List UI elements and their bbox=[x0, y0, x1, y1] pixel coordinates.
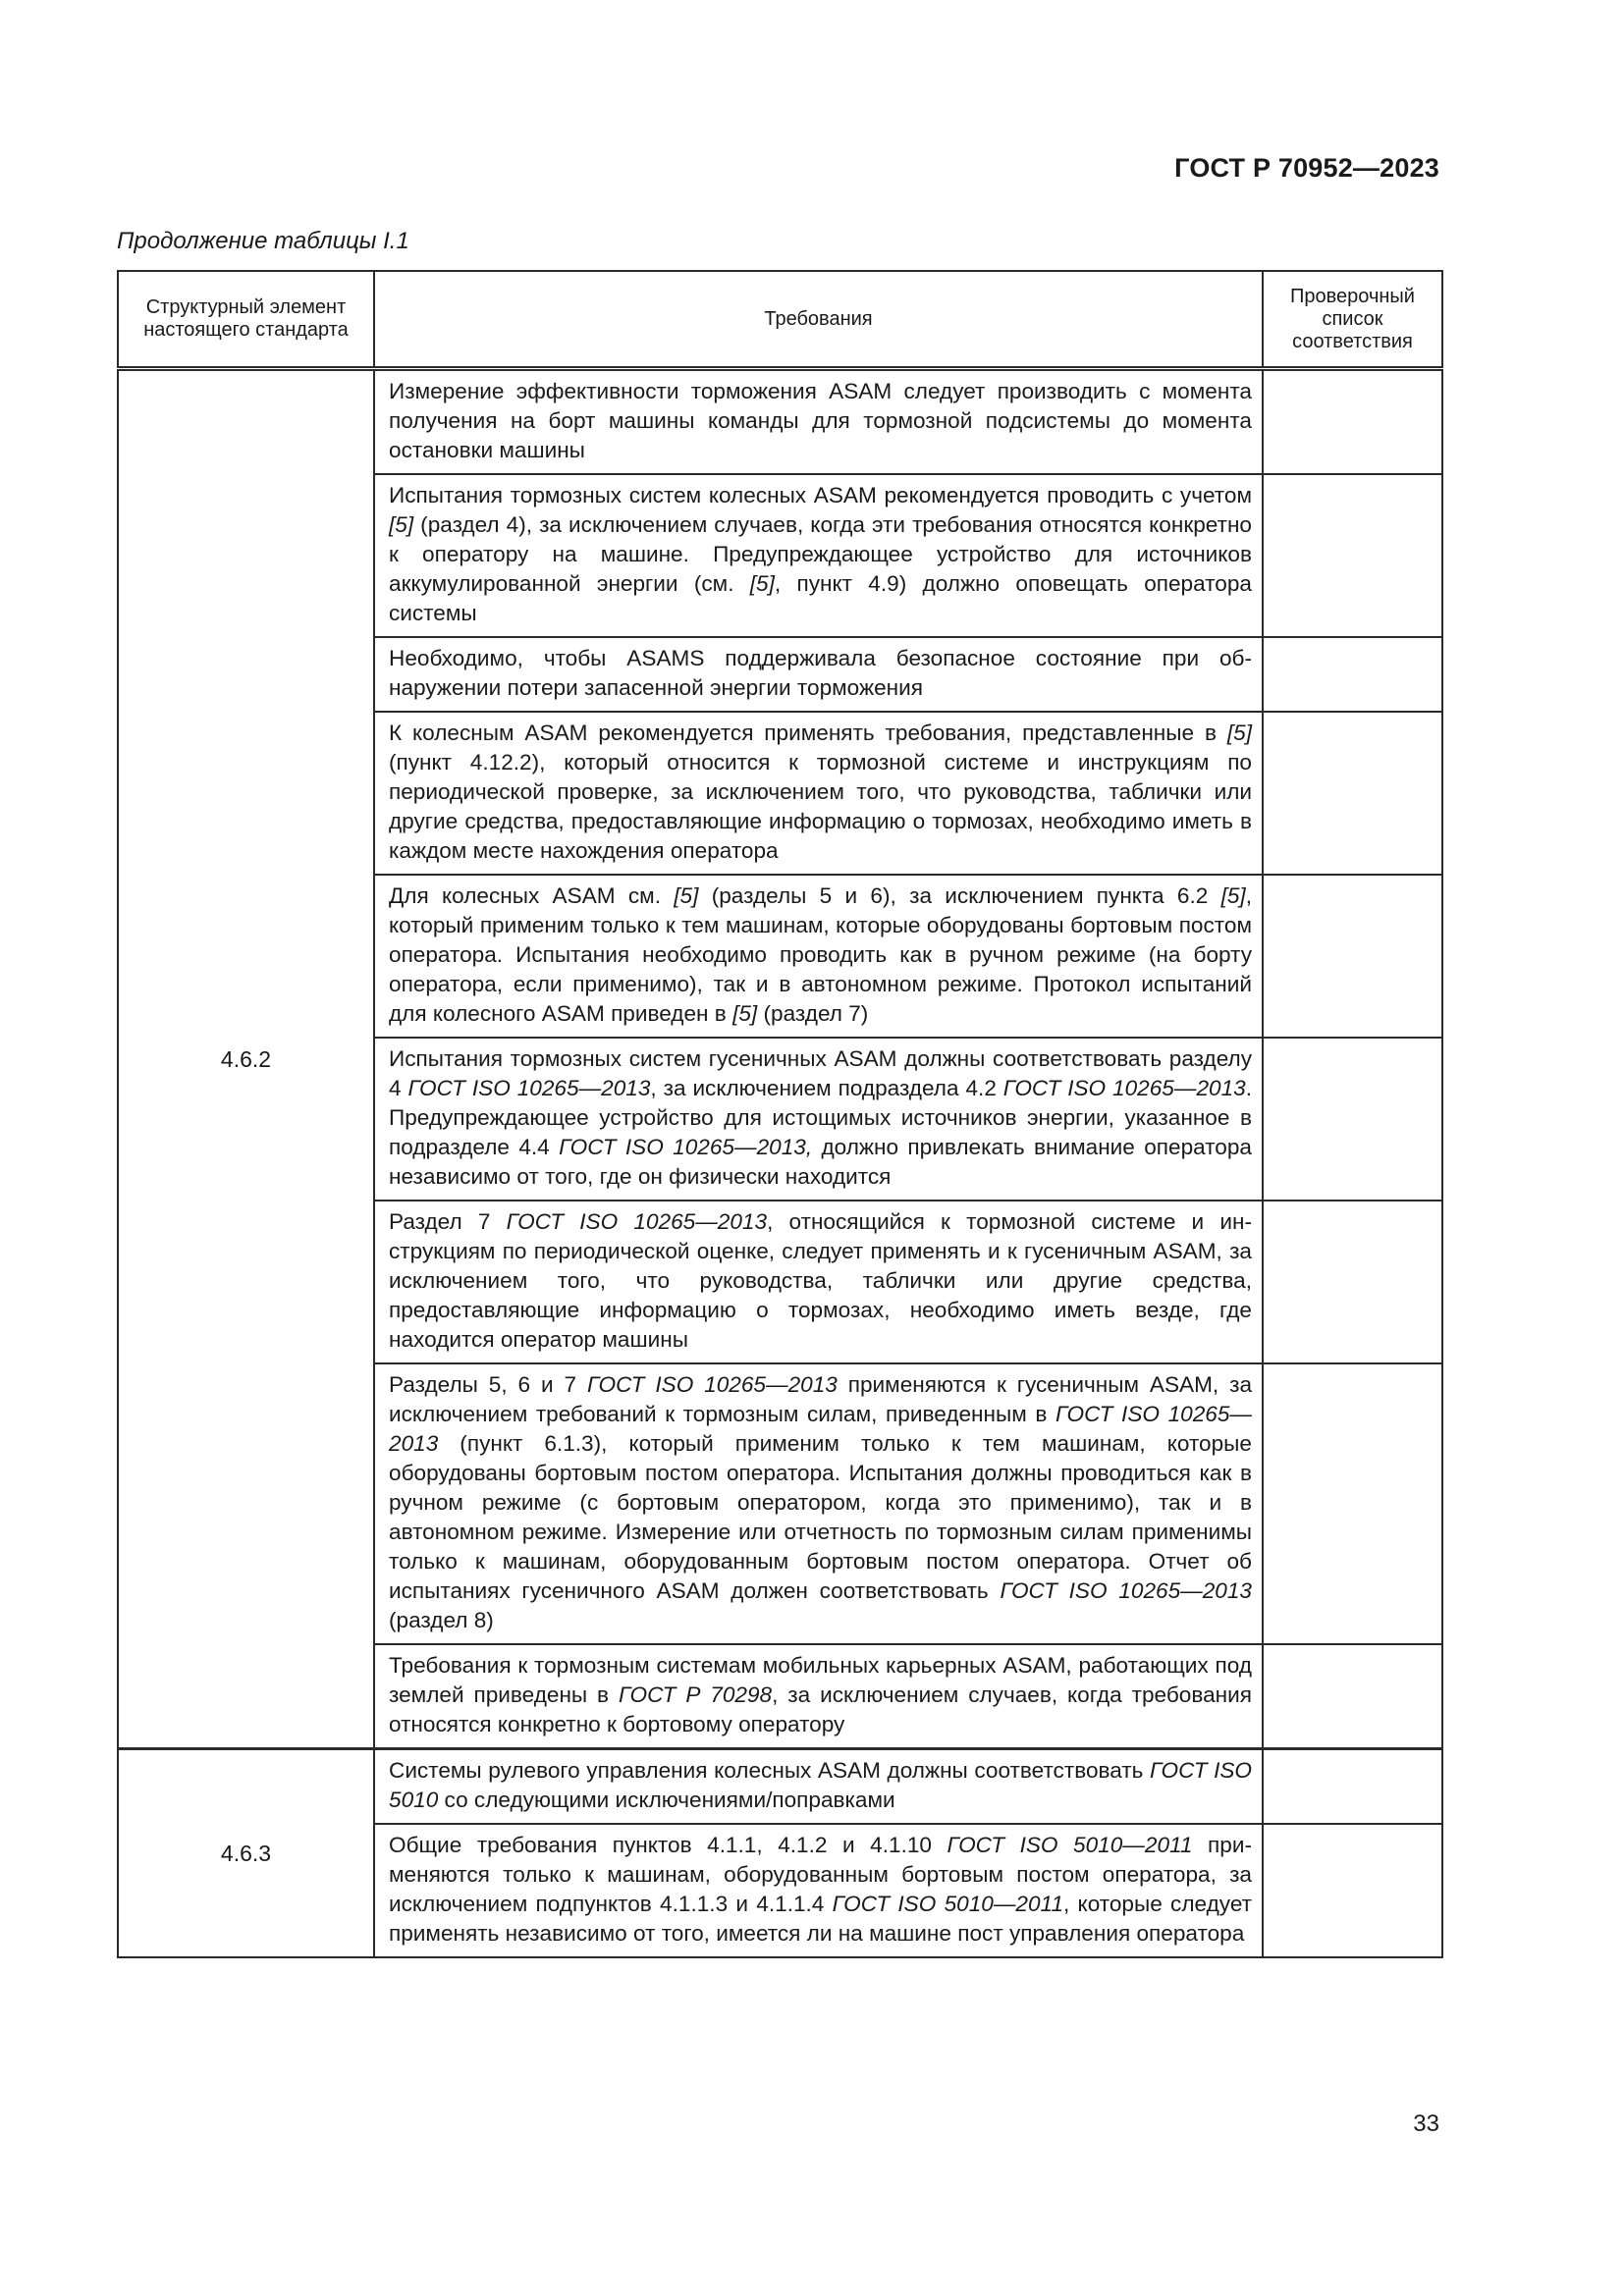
reference-text: ГОСТ ISO 5010—2011 bbox=[947, 1833, 1193, 1857]
requirement-cell bbox=[374, 1749, 1263, 1825]
reference-text: [5] bbox=[732, 1001, 758, 1026]
requirement-text: Для колесных ASAM см. bbox=[389, 883, 675, 908]
requirement-text: (раздел 7) bbox=[757, 1001, 869, 1026]
requirement-cell bbox=[374, 712, 1263, 875]
header-checklist: Проверочный список соответствия bbox=[1263, 271, 1442, 369]
reference-text: ГОСТ ISO 10265—2013 bbox=[1002, 1076, 1246, 1100]
requirement-text: должно привлекать внимание оператора независимо от того, где он физически находится bbox=[389, 1135, 1252, 1189]
reference-text: ГОСТ ISO 10265—2013 bbox=[586, 1372, 838, 1397]
checklist-cell[interactable] bbox=[1263, 1824, 1442, 1957]
checklist-cell[interactable] bbox=[1263, 875, 1442, 1038]
requirement-cell bbox=[374, 369, 1263, 475]
checklist-cell[interactable] bbox=[1263, 474, 1442, 637]
requirement-text: Общие требования пунктов 4.1.1, 4.1.2 и 4.1.10 bbox=[389, 1833, 947, 1857]
checklist-cell[interactable] bbox=[1263, 1749, 1442, 1825]
requirement-cell bbox=[374, 637, 1263, 712]
page-number: 33 bbox=[1413, 2110, 1439, 2137]
document-id-header: ГОСТ Р 70952—2023 bbox=[1174, 153, 1439, 183]
header-element: Структурный элемент настоящего стандарта bbox=[118, 271, 374, 369]
reference-text: ГОСТ ISO 5010 bbox=[389, 1758, 1252, 1812]
reference-text: ГОСТ ISO 10265—2013 bbox=[506, 1209, 768, 1234]
requirement-cell bbox=[374, 1038, 1263, 1201]
checklist-cell[interactable] bbox=[1263, 369, 1442, 475]
requirement-text: К колесным ASAM рекомендуется применять требования, представленные в bbox=[389, 721, 1227, 745]
checklist-cell[interactable] bbox=[1263, 1644, 1442, 1749]
reference-text: ГОСТ Р 70298 bbox=[618, 1682, 773, 1707]
reference-text: ГОСТ ISO 10265—2013 bbox=[1000, 1578, 1252, 1603]
requirement-text: Измерение эффективности торможения ASAM следует производить с момента получения на борт машины команды для тормозной подсистемы до момента остановки машины bbox=[389, 379, 1252, 462]
requirement-text: Системы рулевого управления колесных ASAM должны соответствовать bbox=[389, 1758, 1151, 1783]
requirement-text: (пункт 6.1.3), который применим только к тем машинам, которые оборудованы бортовым постом оператора. Испытания должны проводиться как в ручном режиме (с бортовым оператором, когда это применимо), так и в автономном режиме. Измерение или отчетность по тормозным силам применимы только к машинам, оборудованным бортовым постом оператора. Отчет об испытаниях гусеничного ASAM должен соответствовать bbox=[389, 1431, 1252, 1603]
reference-text: [5] bbox=[1226, 721, 1252, 745]
requirement-text: , которые следует применять независимо от того, имеется ли на машине пост управления оператора bbox=[389, 1892, 1252, 1946]
requirement-text: , за исключением подраздела 4.2 bbox=[650, 1076, 1003, 1100]
requirement-text: применяются только к машинам, оборудованным бортовым постом оператора, за исключением подпунктов 4.1.1.3 и 4.1.1.4 bbox=[389, 1833, 1253, 1916]
requirement-text: Раздел 7 bbox=[389, 1209, 507, 1234]
table-caption: Продолжение таблицы I.1 bbox=[117, 228, 409, 254]
requirement-text: Требования к тормозным системам мобильных карьерных ASAM, работающих под землей приведены в bbox=[389, 1653, 1252, 1707]
requirement-cell bbox=[374, 1644, 1263, 1749]
table-body bbox=[118, 369, 1442, 1958]
table-row bbox=[118, 369, 1442, 475]
reference-text: [5] bbox=[1220, 883, 1246, 908]
requirement-text: со следующими исключениями/поправками bbox=[438, 1788, 895, 1812]
requirement-text: Испытания тормозных систем колесных ASAM рекомендуется проводить с учетом bbox=[389, 483, 1252, 507]
requirement-text: Разделы 5, 6 и 7 bbox=[389, 1372, 587, 1397]
table-row bbox=[118, 1749, 1442, 1825]
requirement-text: (разделы 5 и 6), за исключением пункта 6.2 bbox=[698, 883, 1221, 908]
requirement-cell bbox=[374, 474, 1263, 637]
checklist-cell[interactable] bbox=[1263, 637, 1442, 712]
requirement-text: применяются к гусеничным ASAM, за исключением требований к тормозным силам, приведенным в bbox=[389, 1372, 1253, 1426]
requirement-text: (пункт 4.12.2), который относится к тормозной системе и инструкциям по периодической проверке, за исключением того, что руководства, таблички или другие средства, предоставляющие информацию о тормозах, необходимо иметь в каждом месте нахождения оператора bbox=[389, 750, 1252, 863]
requirement-text: . Предупреждающее устройство для истощимых источников энергии, указанное в подразделе 4.4 bbox=[389, 1076, 1252, 1159]
reference-text: ГОСТ ISO 5010—2011 bbox=[832, 1892, 1064, 1916]
requirement-text: , пункт 4.9) должно оповещать оператора системы bbox=[389, 571, 1252, 625]
requirement-text: (раздел 4), за исключением случаев, когда эти требования относятся конкретно к оператору на машине. Предупреждающее устройство для источников аккумулированной энергии (см. bbox=[389, 512, 1252, 596]
requirement-cell bbox=[374, 875, 1263, 1038]
checklist-cell[interactable] bbox=[1263, 1363, 1442, 1644]
requirement-cell bbox=[374, 1363, 1263, 1644]
reference-text: ГОСТ ISO 10265—2013 bbox=[389, 1402, 1252, 1456]
checklist-cell[interactable] bbox=[1263, 1038, 1442, 1201]
requirements-table bbox=[117, 270, 1443, 1958]
reference-text: [5] bbox=[389, 512, 414, 537]
structural-element-cell: 4.6.3 bbox=[118, 1749, 374, 1958]
table-header-row bbox=[118, 271, 1442, 369]
requirement-cell bbox=[374, 1824, 1263, 1957]
reference-text: ГОСТ ISO 10265—2013 bbox=[407, 1076, 651, 1100]
checklist-cell[interactable] bbox=[1263, 712, 1442, 875]
requirement-text: , относящийся к тормозной системе и инструкциям по периодической оценке, следует применять и к гусеничным ASAM, за исключением того, что руководства, таблички или другие средства, предоставляющие информацию о тормозах, необходимо иметь везде, где находится оператор машины bbox=[389, 1209, 1252, 1352]
reference-text: [5] bbox=[674, 883, 699, 908]
checklist-cell[interactable] bbox=[1263, 1201, 1442, 1363]
requirement-cell bbox=[374, 1201, 1263, 1363]
reference-text: [5] bbox=[749, 571, 775, 596]
reference-text: ГОСТ ISO 10265—2013, bbox=[559, 1135, 813, 1159]
requirement-text: , за исключением случаев, когда требования относятся конкретно к бортовому оператору bbox=[389, 1682, 1252, 1736]
requirement-text: , который применим только к тем машинам, которые оборудованы бортовым постом оператора. Испытания необходимо проводить как в ручном режиме (на борту оператора, если применимо), так и в автономном режиме. Протокол испытаний для колесного ASAM приведен в bbox=[389, 883, 1252, 1026]
header-requirements: Требования bbox=[374, 271, 1263, 369]
structural-element-cell: 4.6.2 bbox=[118, 369, 374, 1749]
requirement-text: (раздел 8) bbox=[389, 1608, 494, 1632]
requirement-text: Необходимо, чтобы ASAMS поддерживала безопасное состояние при обнаружении потери запасенной энергии торможения bbox=[389, 646, 1252, 700]
requirement-text: Испытания тормозных систем гусеничных ASAM должны соответствовать разделу 4 bbox=[389, 1046, 1252, 1100]
